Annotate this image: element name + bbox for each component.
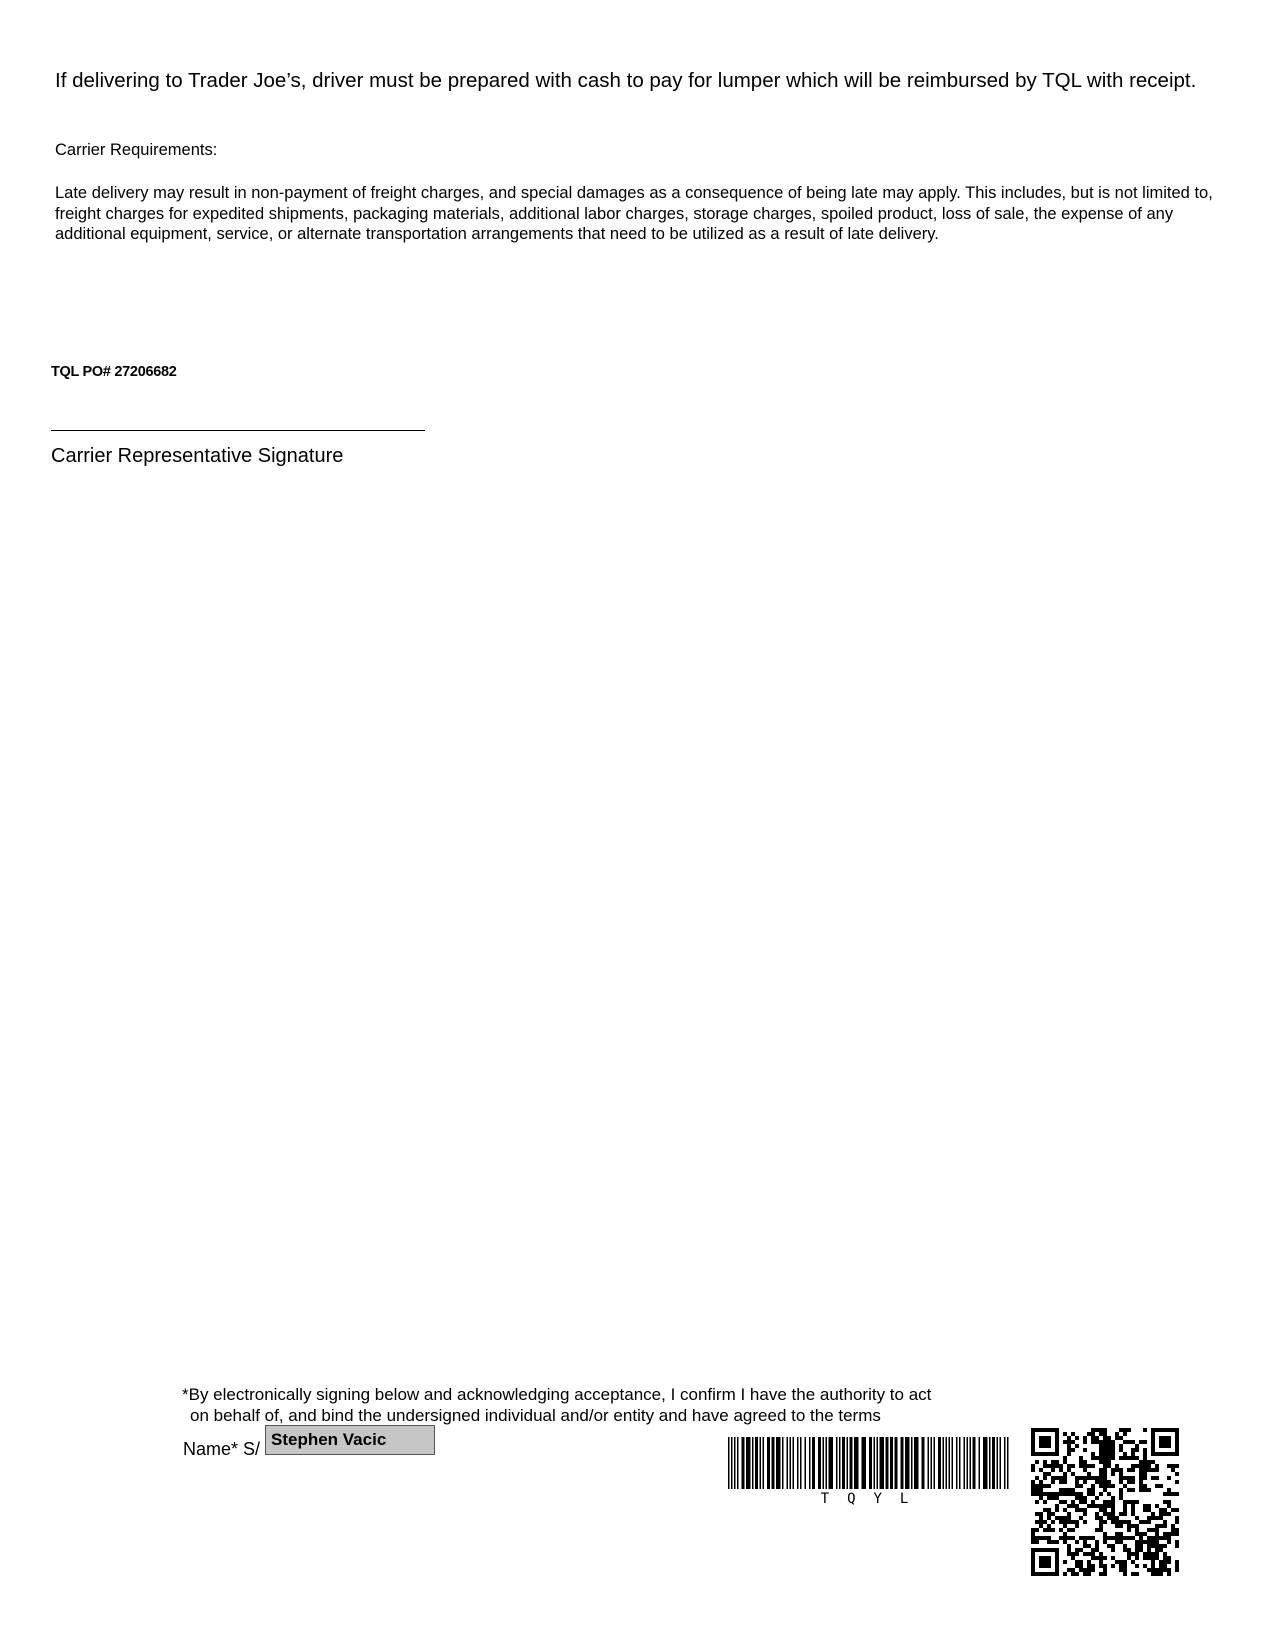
- name-field-label: Name* S/: [183, 1439, 261, 1459]
- signature-line: [51, 430, 425, 431]
- barcode-text: TQYL: [820, 1491, 927, 1507]
- signature-label: Carrier Representative Signature: [51, 445, 344, 467]
- acknowledgement-text: [182, 1384, 1002, 1426]
- carrier-requirements-body: Late delivery may result in non-payment of freight charges, and special damages as a consequence of being late may apply. This includes, but is not limited to, freight charges for expedited shipments, packaging materials, additional labor charges, storage charges, spoiled product, loss of sale, the expense of any additional equipment, service, or alternate transportation arrangements that need to be utilized as a result of late delivery.: [55, 184, 1213, 244]
- carrier-requirements-title: Carrier Requirements:: [55, 141, 218, 159]
- qr-code-image: [1031, 1428, 1179, 1576]
- name-field[interactable]: Stephen Vacic: [265, 1425, 435, 1455]
- barcode-image: [728, 1437, 1010, 1489]
- po-number: TQL PO# 27206682: [51, 364, 177, 380]
- lumper-notice: If delivering to Trader Joe’s, driver must be prepared with cash to pay for lumper which will be reimbursed by TQL with receipt.: [55, 69, 1197, 92]
- acknowledgement-line-1: *By electronically signing below and acknowledging acceptance, I confirm I have the authority to act: [182, 1385, 932, 1404]
- acknowledgement-line-2: on behalf of, and bind the undersigned individual and/or entity and have agreed to the terms: [190, 1406, 881, 1425]
